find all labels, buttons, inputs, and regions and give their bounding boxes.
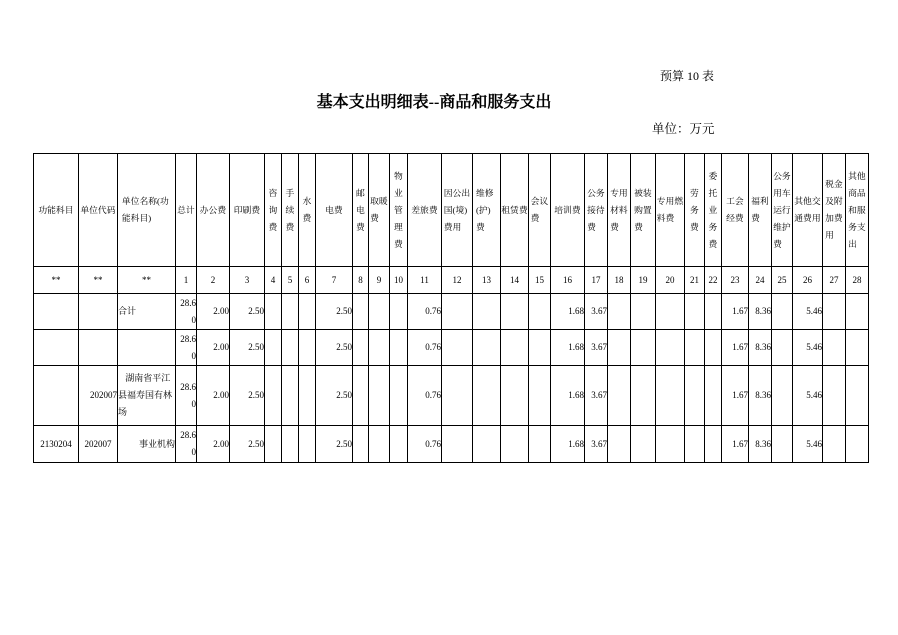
unit-code-cell: 202007 [79,366,118,426]
taxes-cell [823,330,846,366]
union-fund-cell: 1.67 [722,366,749,426]
page-title: 基本支出明细表--商品和服务支出 [316,94,552,111]
column-number: 12 [442,267,473,294]
unit-code-cell [79,294,118,330]
header-labor [685,154,705,267]
column-number: 15 [529,267,551,294]
column-number: 22 [705,267,722,294]
water-cell [299,366,316,426]
header-label: 租赁费 [501,204,528,215]
travel-cell: 0.76 [408,294,442,330]
consulting-cell [265,366,282,426]
printing-cell: 2.50 [230,366,265,426]
welfare-cell: 8.36 [749,330,772,366]
column-number: 11 [408,267,442,294]
commissioned-services-cell [705,366,722,426]
welfare-cell: 8.36 [749,294,772,330]
column-number: ** [118,267,176,294]
other-transport-cell: 5.46 [793,294,823,330]
header-travel [408,154,442,267]
unit-code-cell: 202007 [79,426,118,463]
header-label: 专用材料费 [610,187,628,232]
header-label: 咨询费 [268,187,278,232]
header-official-reception [585,154,608,267]
column-number: 26 [793,267,823,294]
official-reception-cell: 3.67 [585,366,608,426]
uniforms-cell [631,366,656,426]
special-fuel-cell [656,366,685,426]
header-label: 因公出国(境)费用 [443,187,471,232]
unit-name-cell [118,330,176,366]
maintenance-cell [473,294,501,330]
header-property-management [390,154,408,267]
header-commissioned-services [705,154,722,267]
header-label: 总计 [177,204,195,215]
header-label: 公务用车运行维护费 [773,170,791,249]
postal-cell [353,294,369,330]
header-overseas-travel [442,154,473,267]
header-welfare [749,154,772,267]
header-label: 差旅费 [411,204,438,215]
header-electricity [316,154,353,267]
column-number: ** [34,267,79,294]
electricity-cell: 2.50 [316,426,353,463]
handling-fee-cell [282,366,299,426]
header-union-fund [722,154,749,267]
printing-cell: 2.50 [230,330,265,366]
header-rent [501,154,529,267]
header-label: 福利费 [751,196,769,223]
other-goods-services-cell [846,426,869,463]
total-cell: 28.60 [176,426,197,463]
table-row [34,330,869,366]
commissioned-services-cell [705,294,722,330]
welfare-cell: 8.36 [749,366,772,426]
header-label: 印刷费 [233,204,261,215]
maintenance-cell [473,366,501,426]
header-label: 单位名称(功能科目) [121,196,169,223]
official-reception-cell: 3.67 [585,426,608,463]
header-label: 会议费 [530,196,549,223]
column-number: 27 [823,267,846,294]
header-special-materials [608,154,631,267]
taxes-cell [823,294,846,330]
official-vehicle-cell [772,426,793,463]
other-transport-cell: 5.46 [793,366,823,426]
header-label: 电费 [325,204,343,215]
column-number-row [34,267,869,294]
other-goods-services-cell [846,330,869,366]
meeting-cell [529,366,551,426]
special-fuel-cell [656,330,685,366]
meeting-cell [529,330,551,366]
header-total [176,154,197,267]
header-label: 公务接待费 [587,187,605,232]
labor-cell [685,330,705,366]
header-label: 其他交通费用 [794,196,821,223]
header-water [299,154,316,267]
postal-cell [353,330,369,366]
column-number: 6 [299,267,316,294]
maintenance-cell [473,330,501,366]
table-row [34,426,869,463]
header-other-goods-services [846,154,869,267]
heating-cell [369,366,390,426]
header-unit-code [79,154,118,267]
header-label: 单位代码 [80,204,116,215]
unit-name-cell: 合计 [118,294,176,330]
other-goods-services-cell [846,366,869,426]
rent-cell [501,366,529,426]
header-printing [230,154,265,267]
header-office [197,154,230,267]
overseas-travel-cell [442,330,473,366]
column-number: 7 [316,267,353,294]
header-label: 被装购置费 [634,187,652,232]
labor-cell [685,366,705,426]
electricity-cell: 2.50 [316,294,353,330]
heating-cell [369,426,390,463]
header-label: 水费 [302,196,312,223]
header-label: 物业管理费 [394,170,403,249]
header-label: 培训费 [554,204,581,215]
unit-name-cell: 湖南省平江县福寿国有林场 [118,366,176,426]
header-consulting [265,154,282,267]
heating-cell [369,330,390,366]
header-uniforms [631,154,656,267]
header-meeting [529,154,551,267]
total-cell: 28.60 [176,294,197,330]
column-number: 28 [846,267,869,294]
commissioned-services-cell [705,426,722,463]
postal-cell [353,366,369,426]
header-function-subject [34,154,79,267]
taxes-cell [823,426,846,463]
header-label: 工会经费 [726,196,744,223]
office-cell: 2.00 [197,294,230,330]
property-management-cell [390,366,408,426]
table-row [34,294,869,330]
rent-cell [501,330,529,366]
header-maintenance [473,154,501,267]
handling-fee-cell [282,426,299,463]
form-number: 预算 10 表 [660,69,715,83]
training-cell: 1.68 [551,294,585,330]
function-subject-cell [34,330,79,366]
column-number: 24 [749,267,772,294]
office-cell: 2.00 [197,426,230,463]
column-number: 5 [282,267,299,294]
header-label: 功能科目 [38,204,74,215]
water-cell [299,426,316,463]
travel-cell: 0.76 [408,426,442,463]
header-label: 劳务费 [690,187,699,232]
column-number: ** [79,267,118,294]
meeting-cell [529,426,551,463]
special-materials-cell [608,366,631,426]
header-label: 办公费 [199,204,227,215]
property-management-cell [390,294,408,330]
commissioned-services-cell [705,330,722,366]
function-subject-cell [34,294,79,330]
printing-cell: 2.50 [230,426,265,463]
training-cell: 1.68 [551,426,585,463]
welfare-cell: 8.36 [749,426,772,463]
labor-cell [685,294,705,330]
special-fuel-cell [656,426,685,463]
column-number: 25 [772,267,793,294]
consulting-cell [265,294,282,330]
column-number: 2 [197,267,230,294]
consulting-cell [265,330,282,366]
overseas-travel-cell [442,366,473,426]
travel-cell: 0.76 [408,330,442,366]
official-reception-cell: 3.67 [585,294,608,330]
rent-cell [501,426,529,463]
property-management-cell [390,330,408,366]
header-label: 邮电费 [356,187,365,232]
header-label: 专用燃料费 [656,196,684,223]
column-number: 17 [585,267,608,294]
unit-code-cell [79,330,118,366]
heating-cell [369,294,390,330]
consulting-cell [265,426,282,463]
water-cell [299,294,316,330]
electricity-cell: 2.50 [316,330,353,366]
union-fund-cell: 1.67 [722,426,749,463]
special-materials-cell [608,426,631,463]
postal-cell [353,426,369,463]
electricity-cell: 2.50 [316,366,353,426]
column-number: 1 [176,267,197,294]
header-unit-name [118,154,176,267]
official-vehicle-cell [772,294,793,330]
total-cell: 28.60 [176,330,197,366]
column-number: 9 [369,267,390,294]
budget-table [33,153,869,463]
union-fund-cell: 1.67 [722,330,749,366]
header-other-transport [793,154,823,267]
header-special-fuel [656,154,685,267]
table-row [34,366,869,426]
office-cell: 2.00 [197,366,230,426]
function-subject-cell [34,366,79,426]
office-cell: 2.00 [197,330,230,366]
header-label: 取暖费 [370,196,388,223]
overseas-travel-cell [442,426,473,463]
header-label: 手续费 [285,187,295,232]
other-goods-services-cell [846,294,869,330]
column-number: 13 [473,267,501,294]
header-row [34,154,869,267]
column-number: 19 [631,267,656,294]
unit-label: 单位：万元 [652,122,715,136]
union-fund-cell: 1.67 [722,294,749,330]
column-number: 4 [265,267,282,294]
uniforms-cell [631,426,656,463]
travel-cell: 0.76 [408,366,442,426]
header-label: 维修(护)费 [475,187,494,232]
uniforms-cell [631,330,656,366]
header-label: 其他商品和服务支出 [848,170,866,249]
rent-cell [501,294,529,330]
special-materials-cell [608,330,631,366]
column-number: 23 [722,267,749,294]
maintenance-cell [473,426,501,463]
water-cell [299,330,316,366]
labor-cell [685,426,705,463]
column-number: 3 [230,267,265,294]
taxes-cell [823,366,846,426]
column-number: 14 [501,267,529,294]
header-handling-fee [282,154,299,267]
header-taxes [823,154,846,267]
column-number: 10 [390,267,408,294]
column-number: 18 [608,267,631,294]
official-vehicle-cell [772,366,793,426]
official-vehicle-cell [772,330,793,366]
other-transport-cell: 5.46 [793,426,823,463]
training-cell: 1.68 [551,366,585,426]
header-postal [353,154,369,267]
header-training [551,154,585,267]
unit-name-cell: 事业机构 [118,426,176,463]
column-number: 8 [353,267,369,294]
column-number: 16 [551,267,585,294]
column-number: 20 [656,267,685,294]
total-cell: 28.60 [176,366,197,426]
header-heating [369,154,390,267]
header-label: 委托业务费 [708,170,718,249]
overseas-travel-cell [442,294,473,330]
special-materials-cell [608,294,631,330]
handling-fee-cell [282,330,299,366]
other-transport-cell: 5.46 [793,330,823,366]
header-official-vehicle [772,154,793,267]
function-subject-cell: 2130204 [34,426,79,463]
printing-cell: 2.50 [230,294,265,330]
property-management-cell [390,426,408,463]
official-reception-cell: 3.67 [585,330,608,366]
uniforms-cell [631,294,656,330]
special-fuel-cell [656,294,685,330]
meeting-cell [529,294,551,330]
column-number: 21 [685,267,705,294]
handling-fee-cell [282,294,299,330]
training-cell: 1.68 [551,330,585,366]
header-label: 税金及附加费用 [825,179,843,240]
